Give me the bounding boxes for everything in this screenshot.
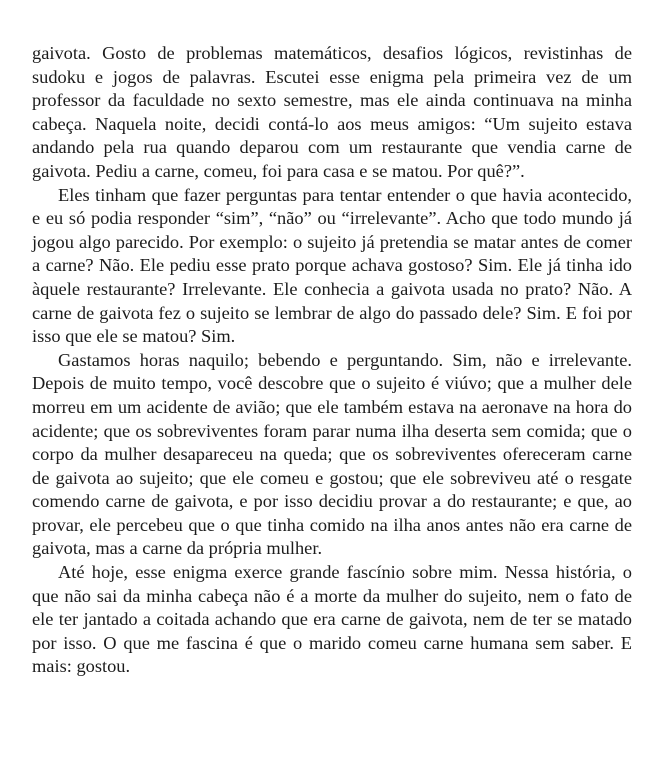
book-page [32, 42, 632, 679]
paragraph-fascination: Até hoje, esse enigma exerce grande fascínio sobre mim. Nessa história, o que não sai da minha cabeça não é a morte da mulher do sujeito, nem o fato de ele ter jantado a coitada achando que era carne de gaivota, nem de ter se matado por isso. O que me fascina é que o marido comeu carne humana sem saber. E mais: gostou. [32, 562, 632, 677]
paragraph-questions: Eles tinham que fazer perguntas para tentar entender o que havia acontecido, e eu só podia responder “sim”, “não” ou “irrelevante”. Acho que todo mundo já jogou algo parecido. Por exemplo: o sujeito já pretendia se matar antes de comer a carne? Não. Ele pediu esse prato porque achava gostoso? Sim. Ele já tinha ido àquele restaurante? Irrelevante. Ele conhecia a gaivota usada no prato? Não. A carne de gaivota fez o sujeito se lembrar de algo do passado dele? Sim. E foi por isso que ele se matou? Sim. [32, 184, 632, 347]
paragraph-continuation: gaivota. Gosto de problemas matemáticos, desafios lógicos, revistinhas de sudoku e jogos de palavras. Escutei esse enigma pela primeira vez de um professor da faculdade no sexto semestre, mas ele ainda continuava na minha cabeça. Naquela noite, decidi contá-lo aos meus amigos: “Um sujeito estava andando pela rua quando deparou com um restaurante que vendia carne de gaivota. Pediu a carne, comeu, foi para casa e se matou. Por quê?”. [32, 43, 632, 181]
paragraph-solution: Gastamos horas naquilo; bebendo e perguntando. Sim, não e irrelevante. Depois de muito tempo, você descobre que o sujeito é viúvo; que a mulher dele morreu em um acidente de avião; que ele também estava na aeronave na hora do acidente; que os sobreviventes foram parar numa ilha deserta sem comida; que o corpo da mulher desapareceu na queda; que os sobreviventes ofereceram carne de gaivota ao sujeito; que ele comeu e gostou; que ele sobreviveu até o resgate comendo carne de gaivota, e por isso decidiu provar a do restaurante; e que, ao provar, ele percebeu que o que tinha comido na ilha anos antes não era carne de gaivota, mas a carne da própria mulher. [32, 349, 632, 559]
